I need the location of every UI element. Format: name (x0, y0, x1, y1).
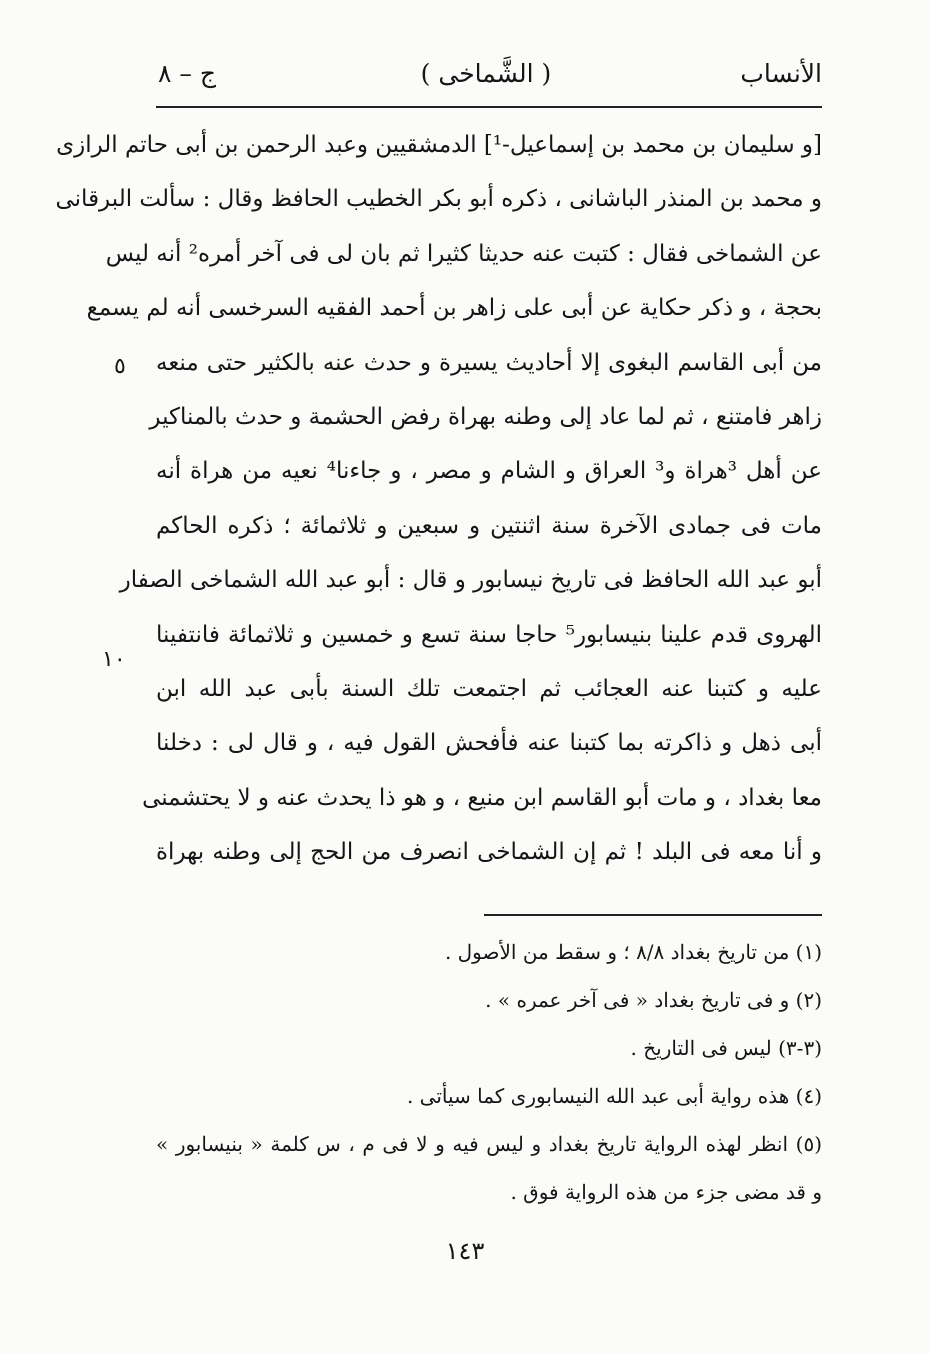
text-line: الهروى قدم علينا بنيسابور⁵ حاجا سنة تسع و خمسين و ثلاثمائة فانتفينا (156, 621, 822, 648)
text-line: بحجة ، و ذكر حكاية عن أبى على زاهر بن أحمد الفقيه السرخسى أنه لم يسمع (86, 295, 822, 322)
text-line: مات فى جمادى الآخرة سنة اثنتين و سبعين و ثلاثمائة ؛ ذكره الحاكم (156, 512, 822, 539)
header-volume: ج – ٨ (158, 59, 216, 88)
footnote-rule (484, 914, 822, 916)
header-book-title: الأنساب (740, 59, 822, 88)
footnote: (٥) انظر لهذه الرواية تاريخ بغداد و ليس فيه و لا فى م ، س كلمة « بنيسابور » (156, 1132, 822, 1156)
footnote-continuation: و قد مضى جزء من هذه الرواية فوق . (510, 1180, 822, 1204)
text-line: عليه و كتبنا عنه العجائب ثم اجتمعت تلك السنة بأبى عبد الله ابن (156, 675, 822, 702)
text-line: أبو عبد الله الحافظ فى تاريخ نيسابور و قال : أبو عبد الله الشماخى الصفار (119, 567, 822, 594)
text-line: أبى ذهل و ذاكرته بما كتبنا عنه فأفحش القول فيه ، و قال لى : دخلنا (156, 730, 822, 757)
footnote: (٤) هذه رواية أبى عبد الله النيسابورى كما سيأتى . (406, 1084, 822, 1108)
text-line: عن الشماخى فقال : كتبت عنه حديثا كثيرا ثم بان لى فى آخر أمره² أنه ليس (105, 240, 822, 267)
footnote: (٣-٣) ليس فى التاريخ . (630, 1036, 822, 1060)
running-header (150, 52, 822, 96)
footnote: (٢) و فى تاريخ بغداد « فى آخر عمره » . (485, 988, 822, 1012)
footnotes (156, 928, 822, 1216)
text-line: عن أهل ³هراة و³ العراق و الشام و مصر ، و جاءنا⁴ نعيه من هراة أنه (156, 458, 822, 485)
text-line: زاهر فامتنع ، ثم لما عاد إلى وطنه بهراة رفض الحشمة و حدث بالمناكير (149, 403, 822, 430)
margin-line-number-5: ٥ (114, 354, 126, 379)
page-number: ١٤٣ (445, 1237, 485, 1265)
text-line: [و سليمان بن محمد بن إسماعيل-¹] الدمشقيين وعبد الرحمن بن أبى حاتم الرازى (56, 132, 822, 158)
header-entry-name: ( الشَّماخى ) (420, 59, 552, 88)
header-rule (156, 106, 822, 108)
footnote: (١) من تاريخ بغداد ٨/٨ ؛ و سقط من الأصول . (444, 940, 822, 964)
text-line: و محمد بن المنذر الباشانى ، ذكره أبو بكر الخطيب الحافظ وقال : سألت البرقانى (55, 186, 822, 213)
text-line: و أنا معه فى البلد ! ثم إن الشماخى انصرف من الحج إلى وطنه بهراة (156, 839, 822, 866)
text-line: من أبى القاسم البغوى إلا أحاديث يسيرة و حدث عنه بالكثير حتى منعه (156, 349, 822, 376)
text-line: معا بغداد ، و مات أبو القاسم ابن منيع ، و هو ذا يحدث عنه و لا يحتشمنى (142, 784, 822, 811)
margin-line-number-10: ١٠ (102, 647, 126, 672)
